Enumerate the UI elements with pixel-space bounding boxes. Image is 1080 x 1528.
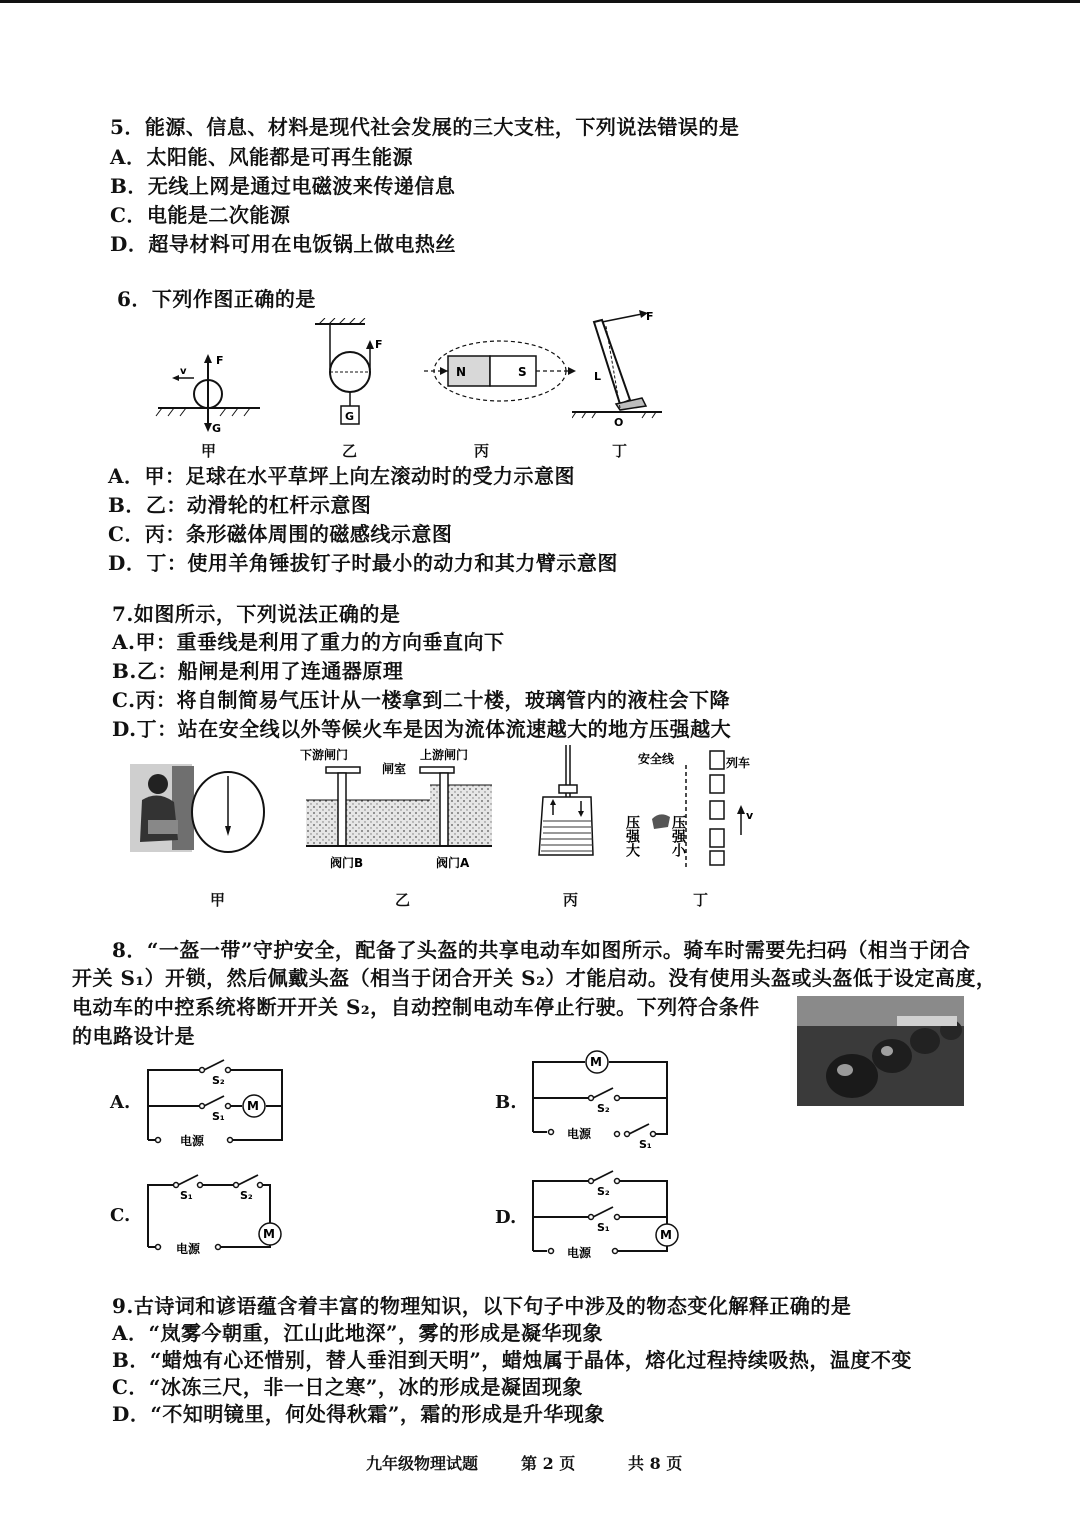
q6-bing-S: S (518, 365, 527, 379)
q6-label-bing: 丙 (474, 442, 490, 460)
q8-c-s1: S₁ (180, 1189, 193, 1202)
q8-circuit-a (140, 1052, 290, 1152)
q8-d-s2: S₂ (597, 1185, 610, 1198)
q7-pressure-small: 压强小 (670, 815, 686, 857)
q8-c-power: 电源 (176, 1242, 201, 1256)
q7-train: 列车 (726, 756, 751, 770)
q8-a-s1: S₁ (212, 1110, 225, 1123)
q6-ding-F: F (646, 310, 654, 323)
q6-jia-F: F (216, 354, 224, 367)
q8-d-s1: S₁ (597, 1221, 610, 1234)
q6-jia-G: G (212, 422, 222, 435)
q6-ding-O: O (614, 416, 624, 428)
q7-label-ding: 丁 (693, 891, 709, 909)
q9-option-b: B．“蜡烛有心还惜别，替人垂泪到天明”，蜡烛属于晶体，熔化过程持续吸热，温度不变 (112, 1348, 912, 1372)
q7-option-c: C.丙：将自制简易气压计从一楼拿到二十楼，玻璃管内的液柱会下降 (112, 688, 731, 712)
q8-circuit-c (140, 1165, 290, 1260)
q5-stem: 5．能源、信息、材料是现代社会发展的三大支柱，下列说法错误的是 (110, 115, 740, 139)
q8-helmet-photo (797, 996, 964, 1106)
q5-option-a: A．太阳能、风能都是可再生能源 (110, 145, 414, 169)
q6-jia-v: v (180, 366, 187, 377)
q9-option-c: C．“冰冻三尺，非一日之寒”，冰的形成是凝固现象 (112, 1375, 583, 1399)
q7-ding-v: v (746, 809, 754, 822)
q6-fig-jia (150, 350, 270, 440)
q8-stem-line-4: 的电路设计是 (72, 1024, 195, 1048)
q7-option-b: B.乙：船闸是利用了连通器原理 (112, 659, 404, 683)
q8-a-motor: M (247, 1099, 259, 1113)
q8-d-power: 电源 (567, 1246, 592, 1260)
q7-pressure-big: 压强大 (624, 815, 640, 857)
q6-bing-N: N (456, 365, 467, 379)
q7-option-a: A.甲：重垂线是利用了重力的方向垂直向下 (112, 630, 505, 654)
footer-total: 共 8 页 (628, 1454, 683, 1473)
q6-fig-yi (305, 318, 405, 436)
q8-a-s2: S₂ (212, 1074, 225, 1087)
q7-valve-b: 阀门B (330, 856, 364, 870)
q7-option-d: D.丁：站在安全线以外等候火车是因为流体流速越大的地方压强越大 (112, 717, 732, 741)
q9-option-d: D．“不知明镜里，何处得秋霜”，霜的形成是升华现象 (112, 1402, 605, 1426)
q8-b-s2: S₂ (597, 1102, 610, 1115)
q6-ding-L: L (594, 370, 602, 383)
q6-yi-G: G (345, 410, 355, 423)
q8-d-motor: M (660, 1228, 672, 1242)
q8-stem-line-1: 8．“一盔一带”守护安全，配备了头盔的共享电动车如图所示。骑车时需要先扫码（相当于闭合 (112, 938, 971, 962)
q9-stem: 9.古诗词和谚语蕴含着丰富的物理知识，以下句子中涉及的物态变化解释正确的是 (112, 1294, 852, 1318)
q8-b-motor: M (590, 1055, 602, 1069)
q7-fig-jia-photo (128, 760, 270, 855)
q8-option-a-letter: A. (110, 1092, 131, 1113)
q6-option-d: D．丁：使用羊角锤拔钉子时最小的动力和其力臂示意图 (108, 551, 618, 575)
footer-page: 第 2 页 (521, 1454, 576, 1473)
q7-lower-gate: 下游闸门 (300, 748, 349, 762)
q8-c-motor: M (263, 1227, 275, 1241)
q8-c-s2: S₂ (240, 1189, 253, 1202)
q6-fig-ding (572, 308, 668, 428)
q7-fig-yi-lock (300, 745, 495, 871)
top-border (0, 0, 1080, 3)
q8-stem-line-2: 开关 S₁）开锁，然后佩戴头盔（相当于闭合开关 S₂）才能启动。没有使用头盔或头盔低于设定高度， (72, 966, 997, 990)
q8-circuit-d (525, 1165, 685, 1263)
q6-label-ding: 丁 (612, 442, 628, 460)
q7-safety-line: 安全线 (638, 752, 675, 766)
q6-option-b: B．乙：动滑轮的杠杆示意图 (108, 493, 372, 517)
q7-fig-bing-barometer (535, 745, 597, 857)
q7-upper-gate: 上游闸门 (420, 748, 469, 762)
q8-b-power: 电源 (567, 1127, 592, 1141)
q7-lock-chamber: 闸室 (382, 762, 407, 776)
q6-yi-F: F (375, 338, 383, 351)
q8-b-s1: S₁ (639, 1138, 652, 1151)
q5-option-d: D．超导材料可用在电饭锅上做电热丝 (110, 232, 456, 256)
q7-valve-a: 阀门A (436, 856, 470, 870)
q7-fig-ding-safety (618, 745, 768, 870)
q8-a-power: 电源 (180, 1134, 205, 1148)
q7-stem: 7.如图所示，下列说法正确的是 (112, 602, 401, 626)
q8-circuit-b (525, 1048, 675, 1158)
footer-title: 九年级物理试题 (366, 1454, 479, 1473)
q8-option-d-letter: D. (495, 1207, 517, 1228)
q7-label-jia: 甲 (210, 891, 226, 909)
q9-option-a: A．“岚雾今朝重，江山此地深”，雾的形成是凝华现象 (112, 1321, 604, 1345)
q6-option-c: C．丙：条形磁体周围的磁感线示意图 (108, 522, 453, 546)
q5-option-c: C．电能是二次能源 (110, 203, 291, 227)
q5-option-b: B．无线上网是通过电磁波来传递信息 (110, 174, 456, 198)
q6-stem: 6．下列作图正确的是 (117, 287, 316, 311)
q6-fig-bing (420, 330, 580, 412)
q8-option-c-letter: C. (110, 1205, 131, 1226)
q8-stem-line-3: 电动车的中控系统将断开开关 S₂，自动控制电动车停止行驶。下列符合条件 (72, 995, 760, 1019)
q6-option-a: A．甲：足球在水平草坪上向左滚动时的受力示意图 (108, 464, 576, 488)
q6-label-jia: 甲 (201, 442, 217, 460)
q7-label-yi: 乙 (395, 891, 411, 909)
q8-option-b-letter: B. (495, 1092, 517, 1113)
q6-label-yi: 乙 (342, 442, 358, 460)
q7-label-bing: 丙 (563, 891, 579, 909)
